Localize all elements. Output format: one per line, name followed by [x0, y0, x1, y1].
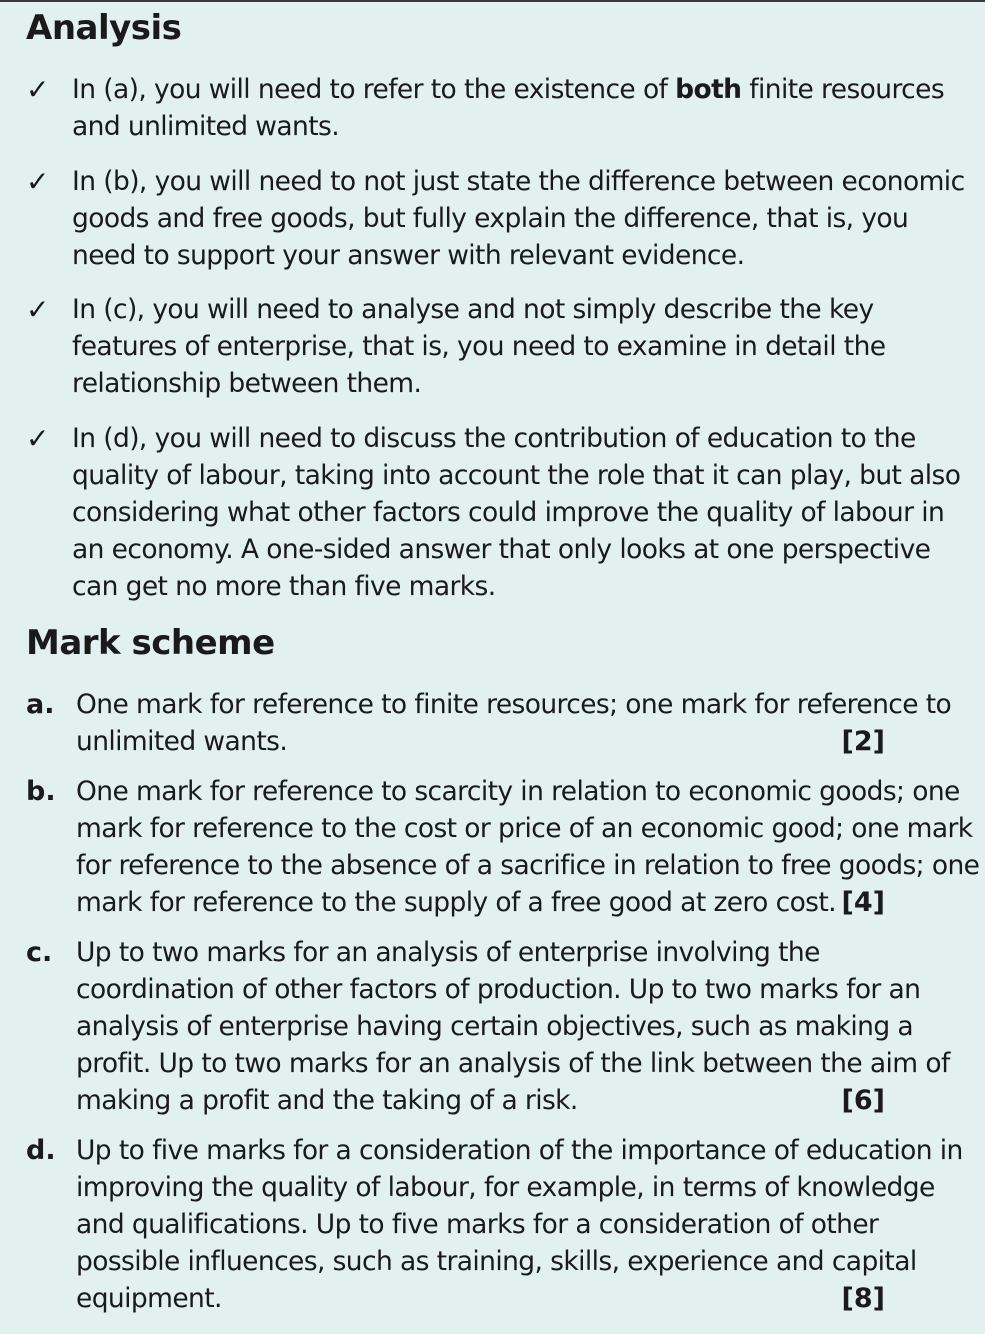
- mark-text: One mark for reference to scarcity in relation to economic goods; one mark for reference to the cost or price of an economic good; one mark for reference to the absence of a sacrifice in relation to free goods; one mark for reference to the supply of a free good at zero cost.: [76, 776, 980, 918]
- mark-letter: c.: [26, 937, 53, 968]
- mark-item-b: [26, 773, 981, 921]
- mark-text: One mark for reference to finite resources; one mark for reference to unlimited wants.: [76, 689, 952, 757]
- checkmark-icon: ✓: [26, 73, 50, 106]
- checkmark-icon: ✓: [26, 165, 50, 198]
- marks-badge: [4]: [841, 887, 885, 918]
- analysis-item-text: In (a), you will need to refer to the existence of both finite resources and unlimited wants.: [72, 74, 945, 142]
- mark-scheme-heading: Mark scheme: [26, 623, 275, 663]
- mark-text: Up to two marks for an analysis of enterprise involving the coordination of other factors of production. Up to two marks for an analysis of enterprise having certain objectives, such as making a profit. Up to two marks for an analysis of the link between the aim of making a profit and the taking of a risk.: [76, 937, 950, 1116]
- emphasis-both: both: [675, 74, 742, 105]
- mark-letter: d.: [26, 1135, 56, 1166]
- mark-letter: b.: [26, 776, 56, 807]
- mark-item-c: [26, 934, 981, 1119]
- analysis-heading: Analysis: [26, 8, 182, 48]
- marks-badge: [8]: [841, 1283, 885, 1314]
- mark-letter: a.: [26, 689, 55, 720]
- mark-item-a: [26, 686, 981, 760]
- analysis-item-text: In (c), you will need to analyse and not simply describe the key features of enterprise, that is, you need to examine in detail the relationship between them.: [72, 294, 886, 399]
- analysis-item-text: In (d), you will need to discuss the contribution of education to the quality of labour, taking into account the role that it can play, but also considering what other factors could improve the quality of labour in an economy. A one-sided answer that only looks at one perspective can get no more than five marks.: [72, 423, 961, 602]
- marks-badge: [2]: [841, 726, 885, 757]
- checkmark-icon: ✓: [26, 422, 50, 455]
- mark-text: Up to five marks for a consideration of the importance of education in improving the quality of labour, for example, in terms of knowledge and qualifications. Up to five marks for a consideration of other possible influences, such as training, skills, experience and capital equipment.: [76, 1135, 963, 1314]
- marks-badge: [6]: [841, 1085, 885, 1116]
- mark-item-d: [26, 1132, 981, 1317]
- checkmark-icon: ✓: [26, 293, 50, 326]
- analysis-item-text: In (b), you will need to not just state the difference between economic goods and free goods, but fully explain the difference, that is, you need to support your answer with relevant evidence.: [72, 166, 965, 271]
